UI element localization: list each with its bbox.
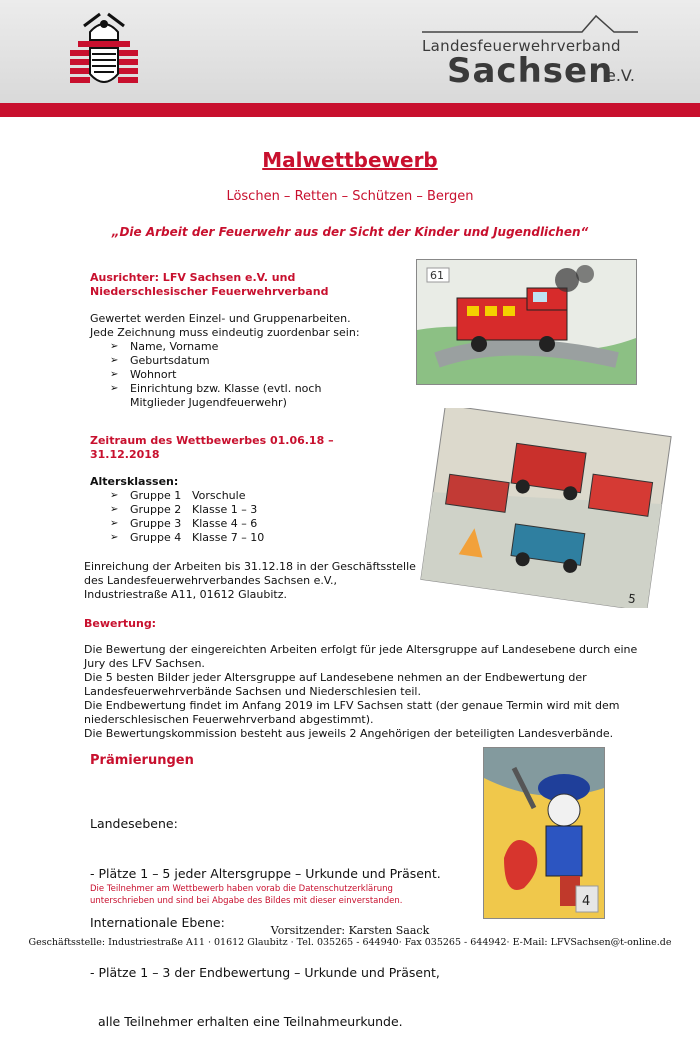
submission-line: Industriestraße A11, 01612 Glaubitz. <box>84 588 287 601</box>
awards-line: Landesebene: <box>90 816 178 831</box>
page-title: Malwettbewerb <box>262 148 438 172</box>
motto-quote: „Die Arbeit der Feuerwehr aus der Sicht der Kinder und Jugendlichen“ <box>111 225 589 239</box>
evaluation-line: Die Bewertungskommission besteht aus jeweils 2 Angehörigen der beteiligten Landesverbände. <box>84 727 614 740</box>
list-item: ➢ Wohnort <box>110 368 410 382</box>
list-item: ➢ Gruppe 3 Klasse 4 – 6 <box>110 517 264 531</box>
organizer-line: Ausrichter: LFV Sachsen e.V. und <box>90 271 296 284</box>
period-line: Zeitraum des Wettbewerbes 01.06.18 – <box>90 434 334 447</box>
org-name-big: Sachsen <box>447 51 614 91</box>
header-red-stripe <box>0 103 700 117</box>
rules-line: Gewertet werden Einzel- und Gruppenarbeiten. <box>90 312 351 325</box>
fire-truck-drawing-icon <box>417 260 636 384</box>
picture-number: 5 <box>627 591 637 607</box>
awards-line: alle Teilnehmer erhalten eine Teilnahmeurkunde. <box>90 1014 403 1029</box>
awards-heading: Prämierungen <box>90 753 194 768</box>
list-item: ➢ Einrichtung bzw. Klasse (evtl. noch <box>110 382 410 396</box>
age-classes-block <box>90 475 264 545</box>
list-item: ➢ Geburtsdatum <box>110 354 410 368</box>
org-suffix: e.V. <box>606 66 635 85</box>
evaluation-line: Die Bewertung der eingereichten Arbeiten erfolgt für jede Altersgruppe auf Landesebene durch eine <box>84 643 638 656</box>
awards-line: - Plätze 1 – 5 jeder Altersgruppe – Urkunde und Präsent. <box>90 865 441 881</box>
awards-line: Internationale Ebene: <box>90 915 225 930</box>
list-item: ➢ Gruppe 2 Klasse 1 – 3 <box>110 503 264 517</box>
period-block <box>90 434 334 462</box>
drawing-firefighter <box>483 747 605 919</box>
evaluation-line: Jury des LFV Sachsen. <box>84 657 205 670</box>
privacy-footnote <box>90 883 402 907</box>
rules-line: Jede Zeichnung muss eindeutig zuordenbar sein: <box>90 326 360 339</box>
subtitle: Löschen – Retten – Schützen – Bergen <box>226 189 474 204</box>
rules-list <box>110 340 410 396</box>
drawing-rescue-scene <box>418 408 674 608</box>
organizer-line: Niederschlesischer Feuerwehrverband <box>90 285 329 298</box>
evaluation-line: Die Endbewertung findet im Anfang 2019 im LFV Sachsen statt (der genaue Termin wird mit dem <box>84 699 620 712</box>
org-name-small: Landesfeuerwehrverband <box>422 37 621 55</box>
drawing-fire-truck <box>416 259 637 385</box>
footnote-line: Die Teilnehmer am Wettbewerb haben vorab die Datenschutzerklärung <box>90 884 393 894</box>
submission-block <box>84 560 416 602</box>
rescue-scene-drawing-icon <box>418 408 674 608</box>
picture-number: 4 <box>582 894 591 909</box>
evaluation-line: Die 5 besten Bilder jeder Altersgruppe auf Landesebene nehmen an der Endbewertung der <box>84 671 587 684</box>
evaluation-line: Landesfeuerwehrverbände Sachsen und Niederschlesien teil. <box>84 685 421 698</box>
fire-brigade-logo-icon <box>66 10 142 94</box>
submission-line: Einreichung der Arbeiten bis 31.12.18 in der Geschäftsstelle <box>84 560 416 573</box>
period-line: 31.12.2018 <box>90 448 160 461</box>
awards-line: - Plätze 1 – 3 der Endbewertung – Urkunde und Präsent, <box>90 964 440 980</box>
list-item: ➢ Gruppe 1 Vorschule <box>110 489 264 503</box>
list-item-continuation: Mitglieder Jugendfeuerwehr) <box>130 396 287 409</box>
age-classes-heading: Altersklassen: <box>90 475 179 488</box>
picture-number: 61 <box>430 269 444 282</box>
footer-chair: Vorsitzender: Karsten Saack <box>270 924 430 937</box>
age-classes-list <box>110 489 264 545</box>
footer-address: Geschäftsstelle: Industriestraße A11 · 01612 Glaubitz · Tel. 035265 - 644940· Fax 035265 - 644942· E-Mail: LFVSachsen@t-online.de <box>28 937 672 948</box>
rules-block <box>90 312 410 410</box>
list-item: ➢ Name, Vorname <box>110 340 410 354</box>
organizer-block <box>90 271 328 299</box>
list-item: ➢ Gruppe 4 Klasse 7 – 10 <box>110 531 264 545</box>
awards-text <box>90 783 441 1047</box>
firefighter-drawing-icon <box>484 748 604 918</box>
footnote-line: unterschrieben und sind bei Abgabe des Bildes mit dieser einverstanden. <box>90 896 403 906</box>
evaluation-text <box>84 643 684 741</box>
evaluation-line: niederschlesischen Feuerwehrverband abgestimmt). <box>84 713 374 726</box>
submission-line: des Landesfeuerwehrverbandes Sachsen e.V., <box>84 574 338 587</box>
evaluation-heading: Bewertung: <box>84 617 157 630</box>
